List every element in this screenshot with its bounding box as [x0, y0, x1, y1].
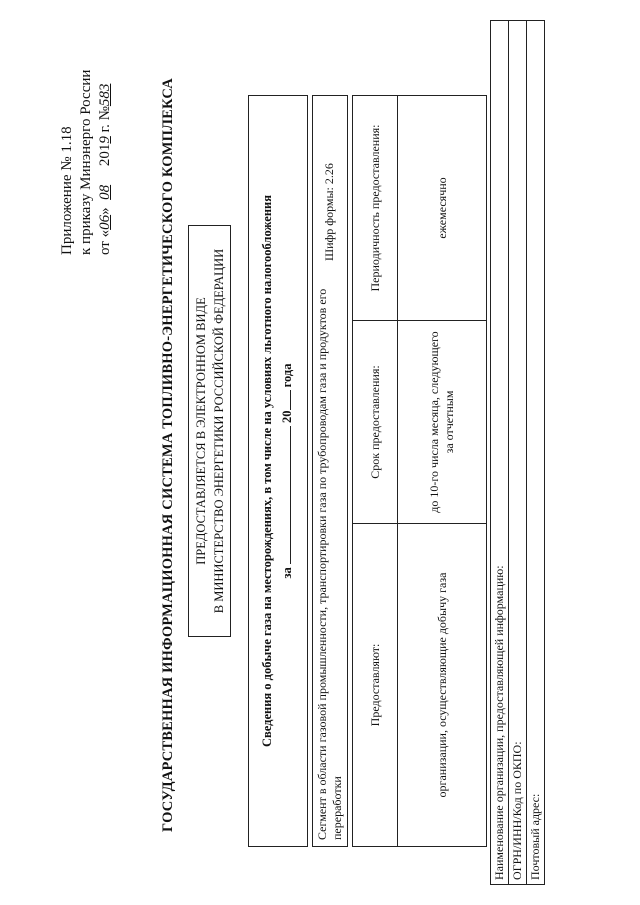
date-month: 08: [97, 184, 113, 200]
period-year-prefix: 20: [280, 410, 294, 423]
date-suffix: г. №: [97, 106, 113, 137]
page-title: ГОСУДАРСТВЕННАЯ ИНФОРМАЦИОННАЯ СИСТЕМА ТОПЛИВНО-ЭНЕРГЕТИЧЕСКОГО КОМПЛЕКСА: [160, 78, 176, 832]
address-label: Почтовый адрес:: [527, 516, 545, 885]
report-period: [277, 96, 297, 846]
period-prefix: за: [280, 567, 294, 579]
form-code: Шифр формы: 2.26: [322, 163, 336, 261]
period-suffix: года: [280, 363, 294, 388]
org-name-field[interactable]: [491, 21, 509, 517]
header-deadline: Срок предоставления:: [353, 321, 398, 524]
date-day: 06: [97, 214, 113, 230]
date-sep1: »: [97, 207, 113, 215]
submission-line-1: ПРЕДОСТАВЛЯЕТСЯ В ЭЛЕКТРОННОМ ВИДЕ: [194, 297, 208, 565]
appendix-number: Приложение № 1.18: [59, 126, 75, 255]
submission-notice: [188, 225, 231, 637]
date-prefix: от «: [97, 229, 113, 255]
cell-submitters: организации, осуществляющие добычу газа: [398, 524, 487, 847]
segment-box: [312, 95, 348, 847]
report-title-box: [248, 95, 308, 847]
appendix-header: [58, 15, 115, 255]
table-row: [527, 21, 545, 885]
appendix-order-ref: к приказу Минэнерго России: [78, 69, 94, 255]
date-year-digit: 9: [97, 136, 113, 144]
period-blank: [277, 426, 291, 564]
cell-frequency: ежемесячно: [398, 96, 487, 321]
organization-details-table: [490, 20, 545, 885]
header-frequency: Периодичность предоставления:: [353, 96, 398, 321]
appendix-date-line: [96, 15, 115, 255]
table-row: [398, 96, 487, 847]
report-title: Сведения о добыче газа на месторождениях, в том числе на условиях льготного налогообложения: [260, 195, 274, 748]
table-row: [509, 21, 527, 885]
table-row: [491, 21, 509, 885]
submission-info-table: [352, 95, 487, 847]
ogrn-label: ОГРН/ИНН/Код по ОКПО:: [509, 516, 527, 885]
info-table-header-row: [353, 96, 398, 847]
header-submitters: Предоставляют:: [353, 524, 398, 847]
date-year-prefix: 201: [97, 143, 113, 167]
segment-text: Сегмент в области газовой промышленности, транспортировки газа по трубопроводам газа и продуктов его переработки: [315, 288, 344, 840]
submission-line-2: В МИНИСТЕРСТВО ЭНЕРГЕТИКИ РОССИЙСКОЙ ФЕДЕРАЦИИ: [212, 248, 226, 614]
address-field[interactable]: [527, 21, 545, 517]
ogrn-field[interactable]: [509, 21, 527, 517]
cell-deadline: до 10-го числа месяца, следующего за отчетным: [398, 321, 487, 524]
order-number: 583: [97, 83, 113, 107]
year-blank: [277, 390, 291, 410]
org-name-label: Наименование организации, предоставляющей информацию:: [491, 516, 509, 885]
